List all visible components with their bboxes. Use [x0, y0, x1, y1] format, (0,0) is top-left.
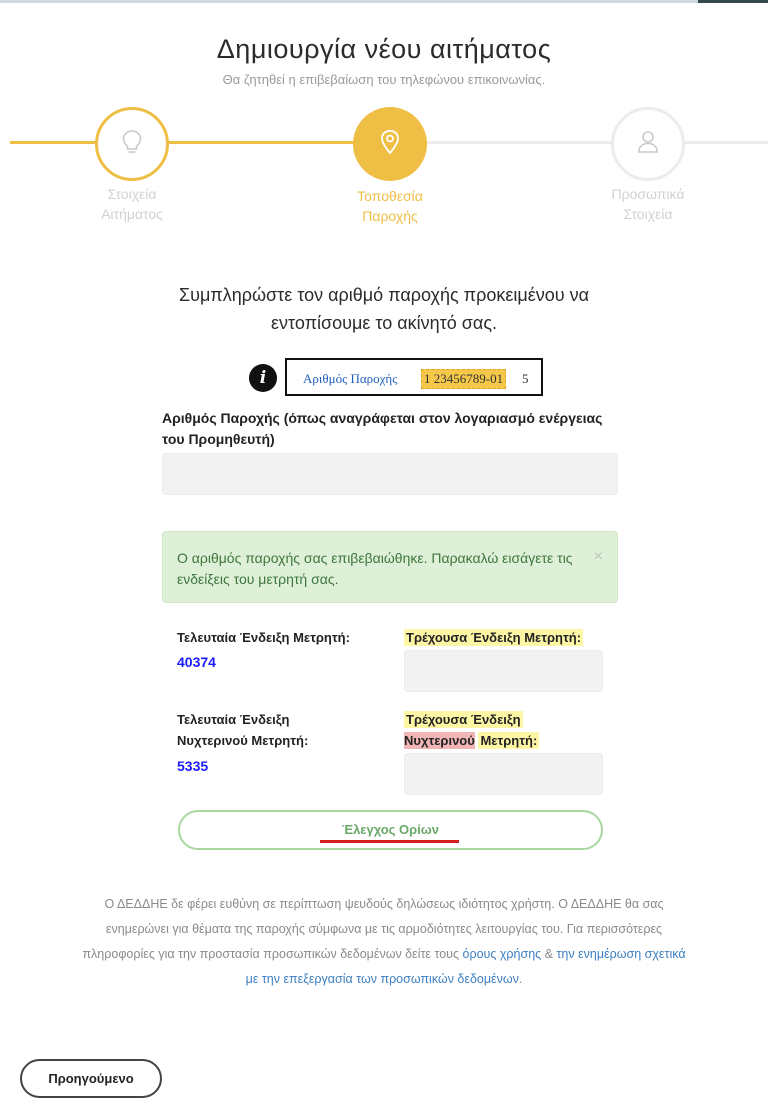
- supply-number-example: [285, 358, 543, 396]
- current-meter-label-text: Τρέχουσα Ένδειξη Μετρητή:: [406, 630, 582, 645]
- user-icon: [637, 130, 659, 159]
- current-meter-input[interactable]: [404, 650, 603, 692]
- privacy-link[interactable]: την ενημέρωση σχετικά με την επεξεργασία των προσωπικών δεδομένων: [245, 947, 686, 986]
- step-1-label-line2: Αιτήματος: [101, 206, 163, 222]
- disclaimer: [80, 892, 688, 992]
- top-border: [0, 0, 768, 3]
- last-meter-label: Τελευταία Ένδειξη Μετρητή:: [177, 630, 350, 645]
- check-limits-underline: [320, 840, 459, 843]
- page-subtitle: Θα ζητηθεί η επιβεβαίωση του τηλεφώνου επικοινωνίας.: [222, 72, 546, 87]
- step-3-label-line2: Στοιχεία: [623, 206, 673, 222]
- instructions-line1: Συμπληρώστε τον αριθμό παροχής προκειμένου να: [178, 285, 590, 305]
- check-limits-button[interactable]: Έλεγχος Ορίων: [178, 810, 603, 850]
- step-3-circle[interactable]: [611, 107, 685, 181]
- last-night-label-line1: Τελευταία Ένδειξη: [177, 712, 290, 727]
- step-3-label-line1: Προσωπικά: [611, 186, 685, 202]
- disclaimer-amp: &: [541, 947, 557, 961]
- example-number: 1 23456789-01: [421, 369, 506, 389]
- instructions-line2: εντοπίσουμε το ακίνητό σας.: [270, 313, 497, 333]
- current-night-label-line1: Τρέχουσα Ένδειξη: [406, 712, 521, 727]
- step-2-circle[interactable]: [353, 107, 427, 181]
- disclaimer-end: .: [518, 972, 523, 986]
- lightbulb-icon: [121, 129, 143, 160]
- example-label: Αριθμός Παροχής: [303, 371, 398, 386]
- step-1-label[interactable]: [62, 184, 202, 224]
- success-alert: [162, 531, 618, 603]
- current-night-meter-input[interactable]: [404, 753, 603, 795]
- step-2-label[interactable]: [320, 186, 460, 226]
- supply-number-input[interactable]: [162, 453, 618, 495]
- info-icon[interactable]: i: [249, 364, 277, 392]
- step-2-label-line1: Τοποθεσία: [357, 188, 423, 204]
- terms-link[interactable]: όρους χρήσης: [462, 947, 542, 961]
- page-title: Δημιουργία νέου αιτήματος: [216, 34, 552, 64]
- step-3-label[interactable]: [578, 184, 718, 224]
- last-night-label-line2: Νυχτερινού Μετρητή:: [177, 733, 309, 748]
- last-meter-value: 40374: [177, 654, 216, 670]
- alert-text: Ο αριθμός παροχής σας επιβεβαιώθηκε. Παρακαλώ εισάγετε τις ενδείξεις του μετρητή σας.: [177, 550, 573, 587]
- current-night-label-word: Νυχτερινού: [404, 733, 475, 748]
- current-night-label-end: Μετρητή:: [480, 733, 538, 748]
- step-1-circle[interactable]: [95, 107, 169, 181]
- disclaimer-text: Ο ΔΕΔΔΗΕ δε φέρει ευθύνη σε περίπτωση ψευδούς δηλώσεως ιδιότητος χρήστη. Ο ΔΕΔΔΗΕ θα σας ενημερώνει για θέματα της παροχής σύμφωνα με τις αρμοδιότητες λειτουργίας του. Για περισσότερες πληροφορίες για την προστασία προσωπικών δεδομένων δείτε τους: [82, 897, 664, 961]
- stepper-line-completed: [10, 141, 355, 144]
- top-border-accent: [698, 0, 768, 3]
- step-1-label-line1: Στοιχεία: [107, 186, 157, 202]
- example-tail: 5: [522, 371, 529, 386]
- previous-button[interactable]: Προηγούμενο: [20, 1059, 162, 1098]
- last-night-meter-value: 5335: [177, 758, 209, 774]
- step-2-label-line2: Παροχής: [362, 208, 418, 224]
- stepper-line-pending: [426, 141, 768, 144]
- current-night-meter-label: [404, 709, 539, 751]
- close-icon[interactable]: ×: [593, 548, 603, 565]
- instructions: [0, 281, 768, 337]
- supply-number-label: Αριθμός Παροχής (όπως αναγράφεται στον λογαριασμό ενέργειας του Προμηθευτή): [162, 410, 603, 447]
- location-pin-icon: [380, 129, 400, 160]
- current-meter-label: [404, 627, 583, 648]
- last-night-meter-label: [177, 709, 308, 751]
